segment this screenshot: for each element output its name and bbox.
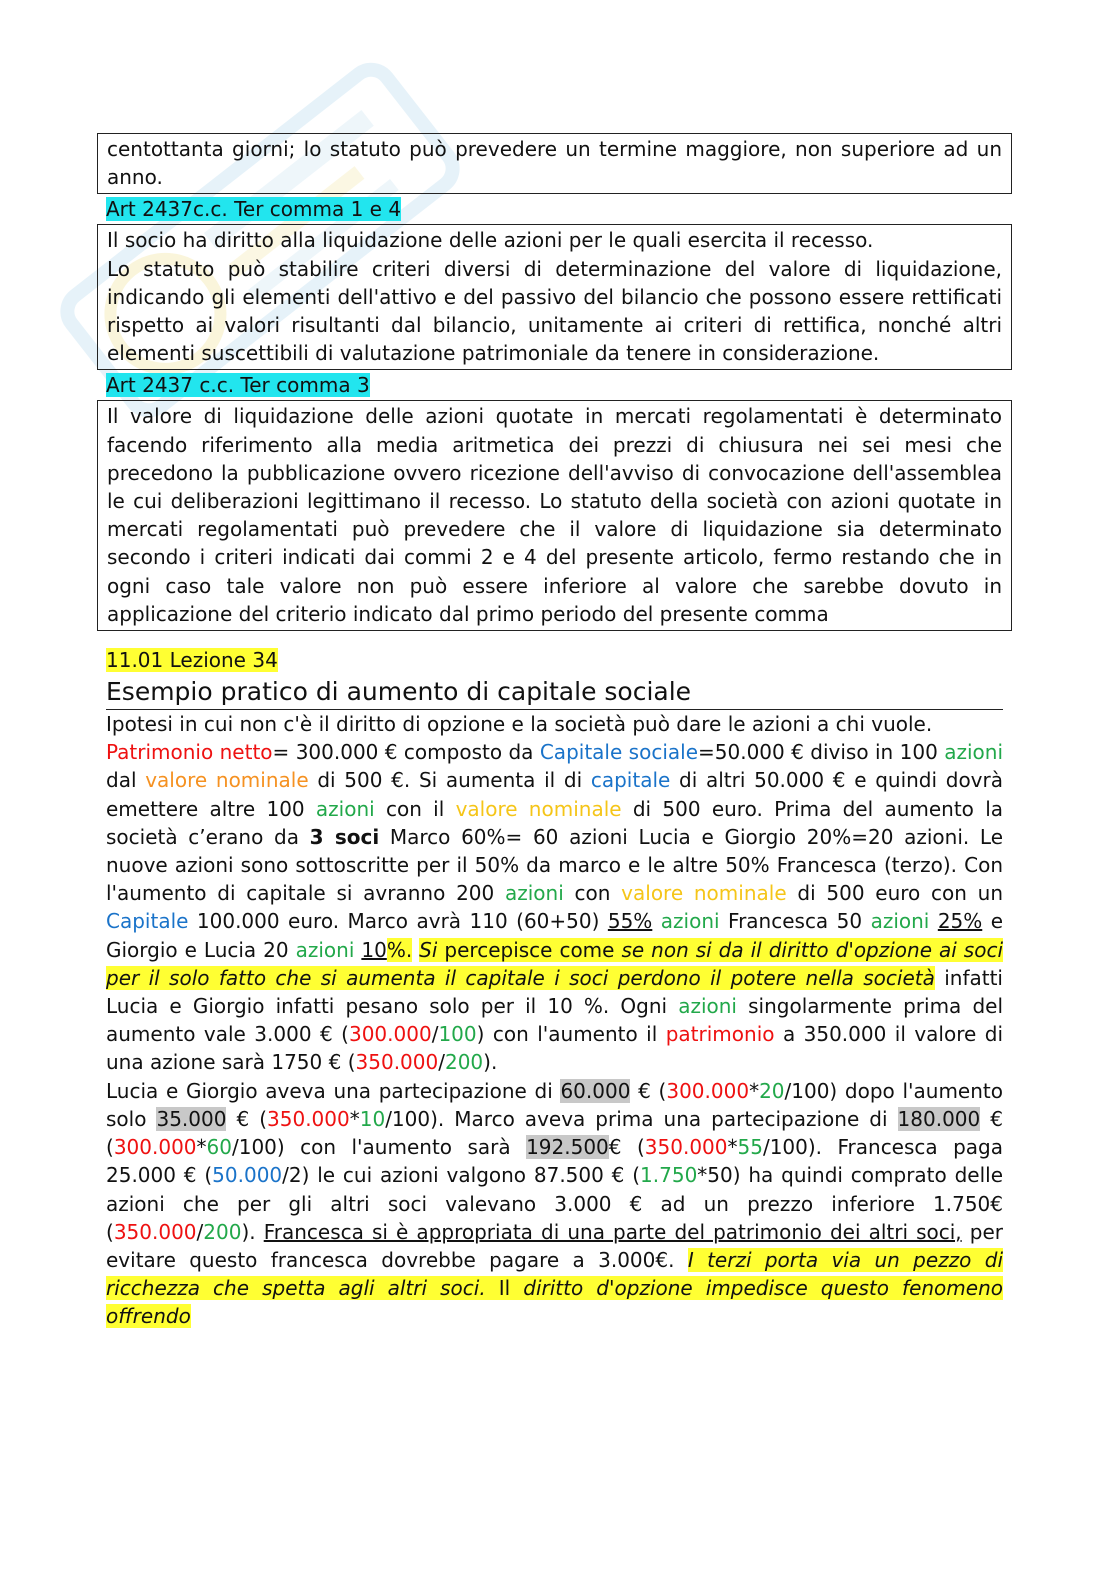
law-text: Il valore di liquidazione delle azioni quotate in mercati regolamentati è determinato facendo riferimento alla media aritmetica dei prezzi di chiusura nei sei mesi che precedono la pubblicazione ovvero ricezione dell'avviso di convocazione dell'assemblea le cui deliberazioni legittimano il recesso. Lo statuto della società con azioni quotate in mercati regolamentati può prevedere che il valore di liquidazione sia determinato secondo i criteri indicati dai commi 2 e 4 del presente articolo, fermo restando che in ogni caso tale valore non può essere inferiore al valore che sarebbe dovuto in applicazione del criterio indicato dal primo periodo del presente comma	[107, 404, 1002, 626]
section-title: Esempio pratico di aumento di capitale sociale	[106, 675, 1003, 710]
example-paragraph-1: Patrimonio netto= 300.000 € composto da Capitale sociale=50.000 € diviso in 100 azioni dal valore nominale di 500 €. Si aumenta il di capitale di altri 50.000 € e quindi dovrà emettere altre 100 azioni con il valore nominale di 500 euro. Prima del aumento la società c’erano da 3 soci Marco 60%= 60 azioni Lucia e Giorgio 20%=20 azioni. Le nuove azioni sono sottoscritte per il 50% da marco e le altre 50% Francesca (terzo). Con l'aumento di capitale si avranno 200 azioni con valore nominale di 500 euro con un Capitale 100.000 euro. Marco avrà 110 (60+50) 55% azioni Francesca 50 azioni 25% e Giorgio e Lucia 20 azioni 10%. Si percepisce come se non si da il diritto d'opzione ai soci per il solo fatto che si aumenta il capitale i soci perdono il potere nella società infatti Lucia e Giorgio infatti pesano solo per il 10 %. Ogni azioni singolarmente prima del aumento vale 3.000 € (300.000/100) con l'aumento il patrimonio a 350.000 il valore di una azione sarà 1750 € (350.000/200).	[106, 740, 1004, 1075]
law-text-box-comma-3	[97, 400, 1012, 631]
article-label	[97, 194, 1012, 224]
document-page	[97, 133, 1012, 1331]
intro-paragraph: Ipotesi in cui non c'è il diritto di opzione e la società può dare le azioni a chi vuole.	[106, 712, 933, 737]
example-paragraph-2: Lucia e Giorgio aveva una partecipazione di 60.000 € (300.000*20/100) dopo l'aumento solo 35.000 € (350.000*10/100). Marco aveva prima una partecipazione di 180.000 € (300.000*60/100) con l'aumento sarà 192.500€ (350.000*55/100). Francesca paga 25.000 € (50.000/2) le cui azioni valgono 87.500 € (1.750*50) ha quindi comprato delle azioni che per gli altri soci valevano 3.000 € ad un prezzo inferiore 1.750€ (350.000/200). Francesca si è appropriata di una parte del patrimonio dei altri soci, per evitare questo francesca dovrebbe pagare a 3.000€. I terzi porta via un pezzo di ricchezza che spetta agli altri soci. Il diritto d'opzione impedisce questo fenomeno offrendo	[106, 1078, 1004, 1329]
law-text-box-continued	[97, 133, 1012, 194]
law-paragraph: Il socio ha diritto alla liquidazione delle azioni per le quali esercita il recesso.	[107, 228, 874, 253]
article-label-text: Art 2437 c.c. Ter comma 3	[106, 373, 370, 398]
law-text: centottanta giorni; lo statuto può prevedere un termine maggiore, non superiore ad un anno.	[107, 137, 1002, 190]
lesson-label: 11.01 Lezione 34	[106, 648, 278, 673]
example-body	[97, 710, 1012, 1330]
article-label	[97, 370, 1012, 400]
lesson-header	[97, 645, 1012, 675]
law-paragraph: Lo statuto può stabilire criteri diversi di determinazione del valore di liquidazione, indicando gli elementi dell'attivo e del passivo del bilancio che possono essere rettificati rispetto ai valori risultanti dal bilancio, unitamente ai criteri di rettifica, nonché altri elementi suscettibili di valutazione patrimoniale da tenere in considerazione.	[107, 256, 1002, 366]
law-text-box-comma-1-4	[97, 224, 1012, 370]
article-label-text: Art 2437c.c. Ter comma 1 e 4	[106, 197, 402, 222]
